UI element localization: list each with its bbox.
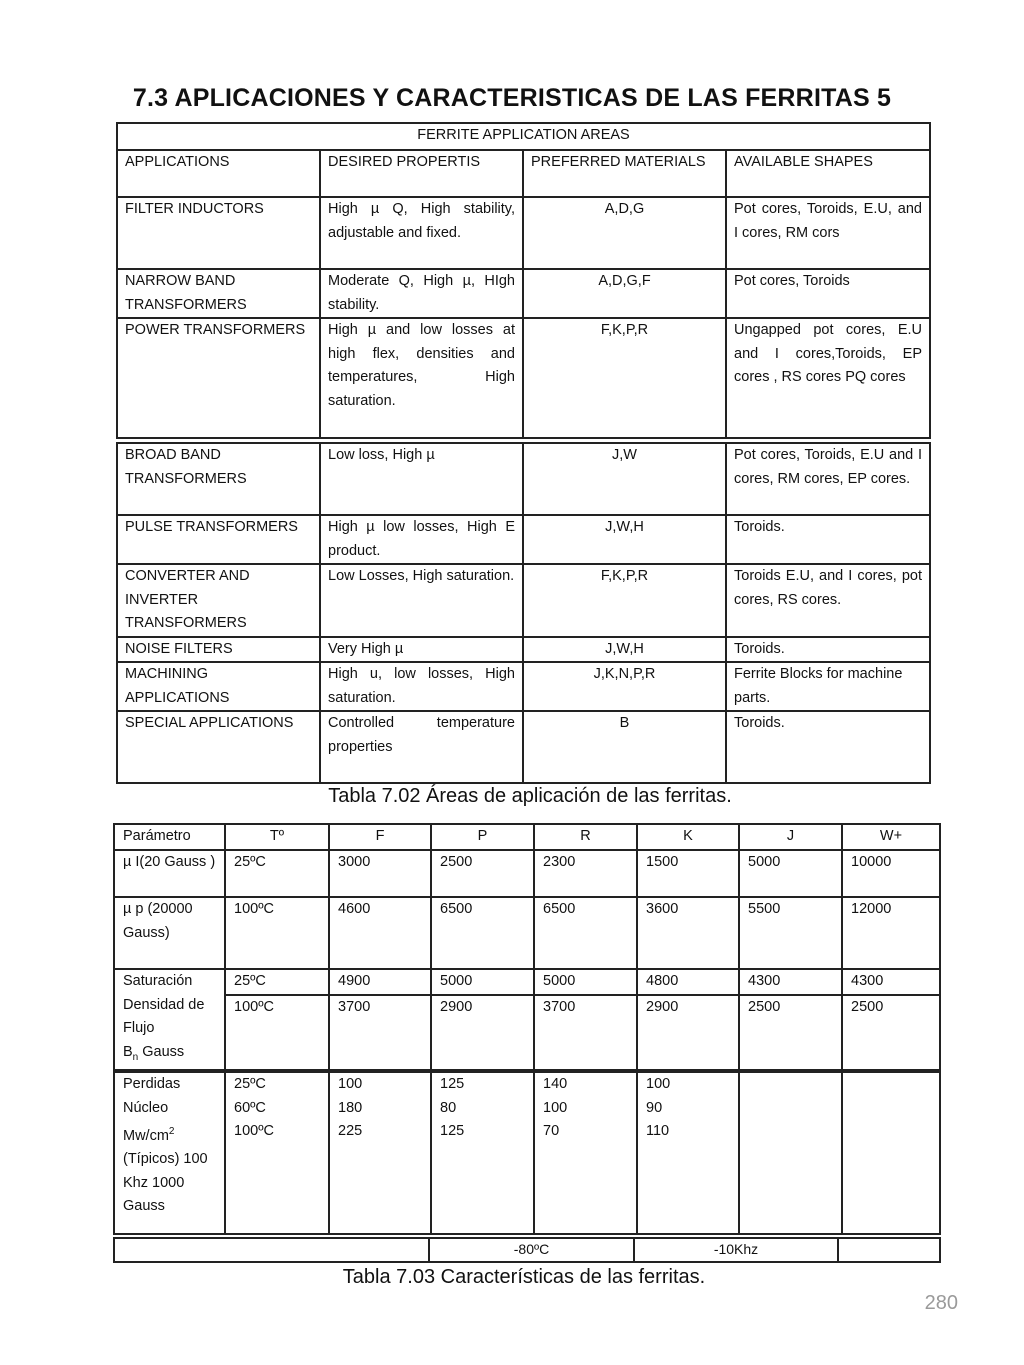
value-cell: 4800	[637, 969, 739, 995]
value-cell: 5000	[431, 969, 534, 995]
bottom-row-table	[113, 1237, 941, 1263]
losses-label: Perdidas Núcleo Mw/cm	[123, 1076, 181, 1144]
column-header: J	[739, 824, 842, 850]
value-cell	[534, 1072, 637, 1234]
table-title: FERRITE APPLICATION AREAS	[117, 123, 930, 150]
ferrite-characteristics-table	[113, 823, 941, 1071]
column-header: F	[329, 824, 431, 850]
materials-cell: J,W,H	[523, 637, 726, 663]
flux-symbol: B	[123, 1043, 133, 1060]
table-row	[114, 995, 940, 1070]
column-header: Tº	[225, 824, 329, 850]
value-cell: 4600	[329, 897, 431, 969]
column-header: P	[431, 824, 534, 850]
temperature-cell	[225, 1072, 329, 1234]
frequency-cell: -10Khz	[634, 1238, 838, 1262]
application-cell: MACHINING APPLICATIONS	[117, 662, 320, 711]
page-title: 7.3 APLICACIONES Y CARACTERISTICAS DE LAS FERRITAS 5	[132, 84, 892, 112]
value-cell: 4300	[842, 969, 940, 995]
properties-cell: High u, low losses, High saturation.	[320, 662, 523, 711]
shapes-cell: Ungapped pot cores, E.U and I cores,Toroids, EP cores , RS cores PQ cores	[726, 318, 930, 438]
properties-cell: High µ Q, High stability, adjustable and fixed.	[320, 197, 523, 269]
value-cell: 1500	[637, 850, 739, 897]
materials-cell: J,W,H	[523, 515, 726, 564]
flux-unit: Gauss	[138, 1043, 185, 1060]
table-row	[114, 1238, 940, 1262]
value-cell: 4900	[329, 969, 431, 995]
table-caption: Tabla 7.02 Áreas de aplicación de las ferritas.	[328, 785, 732, 807]
loss-value: 110	[646, 1123, 670, 1139]
properties-cell: High µ and low losses at high flex, densities and temperatures, High saturation.	[320, 318, 523, 438]
value-cell	[637, 1072, 739, 1234]
materials-cell: A,D,G	[523, 197, 726, 269]
value-cell: 3600	[637, 897, 739, 969]
value-cell	[329, 1072, 431, 1234]
table-row	[117, 662, 930, 711]
saturation-label: Saturación Densidad de Flujo	[123, 973, 205, 1036]
loss-value: 100	[543, 1099, 568, 1116]
value-cell: 2500	[842, 995, 940, 1070]
column-header: R	[534, 824, 637, 850]
column-header: K	[637, 824, 739, 850]
temperature-cell: -80ºC	[429, 1238, 634, 1262]
shapes-cell: Pot cores, Toroids, E.U and I cores, RM cores, EP cores.	[726, 443, 930, 515]
ferrite-applications-table	[116, 122, 931, 439]
materials-cell: B	[523, 711, 726, 783]
flux-subscript: n	[132, 1051, 139, 1063]
materials-cell: F,K,P,R	[523, 564, 726, 637]
shapes-cell: Pot cores, Toroids	[726, 269, 930, 318]
shapes-cell: Toroids.	[726, 711, 930, 783]
empty-cell	[842, 1072, 940, 1234]
value-cell: 4300	[739, 969, 842, 995]
table-row	[117, 443, 930, 515]
temperature-cell: 100ºC	[225, 897, 329, 969]
properties-cell: Controlled temperature properties	[320, 711, 523, 783]
column-header: DESIRED PROPERTIS	[320, 150, 523, 197]
application-cell: POWER TRANSFORMERS	[117, 318, 320, 438]
losses-label-conditions: (Típicos) 100 Khz 1000 Gauss	[123, 1151, 208, 1215]
loss-value: 70	[543, 1123, 560, 1139]
value-cell: 3000	[329, 850, 431, 897]
materials-cell: A,D,G,F	[523, 269, 726, 318]
value-cell: 5500	[739, 897, 842, 969]
value-cell: 6500	[534, 897, 637, 969]
value-cell: 3700	[534, 995, 637, 1070]
column-header: PREFERRED MATERIALS	[523, 150, 726, 197]
table-row	[117, 637, 930, 663]
table-row	[114, 897, 940, 969]
materials-cell: F,K,P,R	[523, 318, 726, 438]
shapes-cell: Pot cores, Toroids, E.U, and I cores, RM cors	[726, 197, 930, 269]
loss-value: 90	[646, 1099, 663, 1116]
loss-value: 140	[543, 1076, 568, 1092]
loss-value: 125	[440, 1076, 465, 1092]
value-cell: 6500	[431, 897, 534, 969]
loss-value: 100	[646, 1076, 671, 1092]
loss-value: 180	[338, 1099, 363, 1116]
temperature-cell: 25ºC	[225, 850, 329, 897]
value-cell: 2500	[431, 850, 534, 897]
table-row	[114, 969, 940, 995]
value-cell: 2500	[739, 995, 842, 1070]
table-row	[117, 564, 930, 637]
table-caption: Tabla 7.03 Características de las ferritas.	[342, 1266, 706, 1288]
column-header: APPLICATIONS	[117, 150, 320, 197]
loss-value: 100	[338, 1076, 363, 1092]
temperature-cell: 25ºC	[225, 969, 329, 995]
shapes-cell: Toroids E.U, and I cores, pot cores, RS cores.	[726, 564, 930, 637]
page-number: 280	[924, 1292, 958, 1314]
table-row	[117, 318, 930, 438]
core-losses-table	[113, 1071, 941, 1235]
properties-cell: Low Losses, High saturation.	[320, 564, 523, 637]
shapes-cell: Ferrite Blocks for machine parts.	[726, 662, 930, 711]
value-cell: 3700	[329, 995, 431, 1070]
shapes-cell: Toroids.	[726, 515, 930, 564]
value-cell: 12000	[842, 897, 940, 969]
column-header: Parámetro	[114, 824, 225, 850]
empty-cell	[838, 1238, 940, 1262]
materials-cell: J,W	[523, 443, 726, 515]
table-row	[117, 197, 930, 269]
properties-cell: High µ low losses, High E product.	[320, 515, 523, 564]
loss-value: 225	[338, 1123, 363, 1139]
empty-cell	[114, 1238, 429, 1262]
application-cell: FILTER INDUCTORS	[117, 197, 320, 269]
temperature-value: 60ºC	[234, 1099, 266, 1116]
table-row	[117, 515, 930, 564]
ferrite-applications-table-continued	[116, 442, 931, 784]
temperature-value: 25ºC	[234, 1076, 266, 1092]
value-cell: 10000	[842, 850, 940, 897]
table-row	[114, 1072, 940, 1234]
properties-cell: Moderate Q, High µ, HIgh stability.	[320, 269, 523, 318]
table-row	[117, 711, 930, 783]
loss-value: 80	[440, 1099, 457, 1116]
loss-value: 125	[440, 1123, 465, 1139]
materials-cell: J,K,N,P,R	[523, 662, 726, 711]
application-cell: CONVERTER AND INVERTER TRANSFORMERS	[117, 564, 320, 637]
properties-cell: Very High µ	[320, 637, 523, 663]
shapes-cell: Toroids.	[726, 637, 930, 663]
table-row	[117, 269, 930, 318]
parameter-cell	[114, 1072, 225, 1234]
application-cell: PULSE TRANSFORMERS	[117, 515, 320, 564]
application-cell: BROAD BAND TRANSFORMERS	[117, 443, 320, 515]
application-cell: SPECIAL APPLICATIONS	[117, 711, 320, 783]
parameter-cell	[114, 969, 225, 1070]
parameter-cell: µ p (20000 Gauss)	[114, 897, 225, 969]
parameter-cell: µ I(20 Gauss )	[114, 850, 225, 897]
column-header: W+	[842, 824, 940, 850]
temperature-value: 100ºC	[234, 1123, 274, 1139]
value-cell: 2900	[637, 995, 739, 1070]
empty-cell	[739, 1072, 842, 1234]
value-cell: 2900	[431, 995, 534, 1070]
application-cell: NARROW BAND TRANSFORMERS	[117, 269, 320, 318]
properties-cell: Low loss, High µ	[320, 443, 523, 515]
temperature-cell: 100ºC	[225, 995, 329, 1070]
application-cell: NOISE FILTERS	[117, 637, 320, 663]
value-cell	[431, 1072, 534, 1234]
column-header: AVAILABLE SHAPES	[726, 150, 930, 197]
value-cell: 2300	[534, 850, 637, 897]
value-cell: 5000	[534, 969, 637, 995]
value-cell: 5000	[739, 850, 842, 897]
losses-superscript: 2	[168, 1126, 175, 1137]
table-row	[114, 850, 940, 897]
